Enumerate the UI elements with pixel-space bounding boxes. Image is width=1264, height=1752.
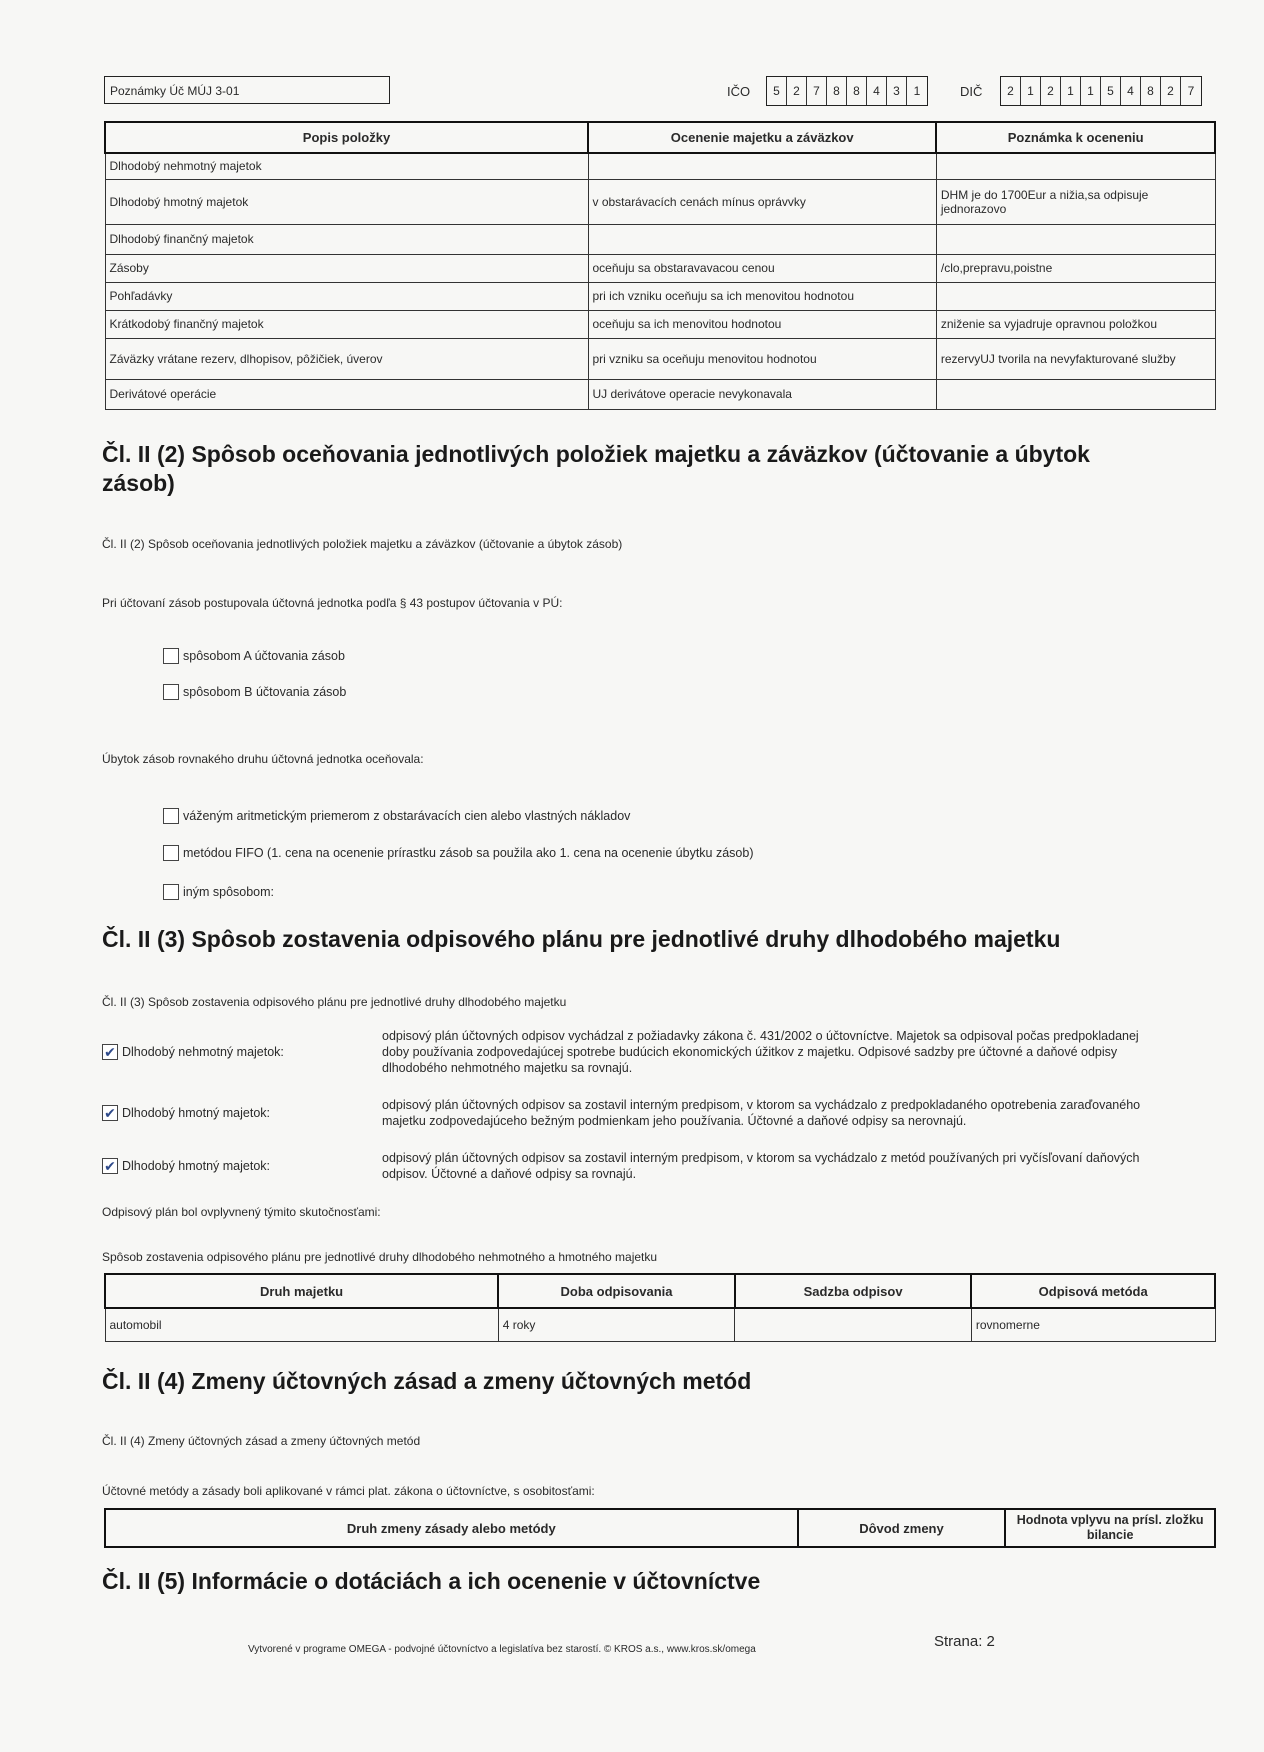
checkbox-empty[interactable] <box>163 808 179 824</box>
digit-cell: 8 <box>1141 77 1161 105</box>
depreciation-item <box>102 1150 1162 1182</box>
section2-heading-line1: Čl. II (2) Spôsob oceňovania jednotlivých položiek majetku a záväzkov (účtovanie a úbytok <box>102 441 1090 467</box>
depreciation-item-label-wrap <box>102 1150 382 1182</box>
form-title: Poznámky Úč MÚJ 3-01 <box>104 76 390 104</box>
option-label: spôsobom B účtovania zásob <box>183 685 347 699</box>
table-cell: DHM je do 1700Eur a nižia,sa odpisuje jednorazovo <box>936 179 1215 224</box>
checkbox-checked[interactable]: ✔ <box>102 1044 118 1060</box>
col-header: Popis položky <box>105 122 588 153</box>
col-header: Dôvod zmeny <box>798 1509 1006 1547</box>
depreciation-item-label-wrap <box>102 1028 382 1076</box>
depreciation-item <box>102 1028 1162 1076</box>
table-cell: Derivátové operácie <box>105 379 588 409</box>
depreciation-item-label: Dlhodobý hmotný majetok: <box>122 1106 270 1120</box>
table-cell <box>735 1308 972 1341</box>
ico-cells <box>766 76 928 106</box>
digit-cell: 1 <box>1061 77 1081 105</box>
valuation-table <box>104 121 1216 410</box>
table-cell: /clo,prepravu,poistne <box>936 254 1215 282</box>
digit-cell: 2 <box>1041 77 1061 105</box>
ubytok-label: Úbytok zásob rovnakého druhu účtovná jednotka oceňovala: <box>102 752 424 766</box>
option-method-b[interactable] <box>163 684 346 700</box>
table-cell: UJ derivátove operacie nevykonavala <box>588 379 936 409</box>
table-cell: 4 roky <box>498 1308 735 1341</box>
table-cell <box>936 282 1215 310</box>
checkbox-checked[interactable]: ✔ <box>102 1105 118 1121</box>
section4-subtitle: Čl. II (4) Zmeny účtovných zásad a zmeny účtovných metód <box>102 1434 421 1448</box>
depreciation-item-text: odpisový plán účtovných odpisov sa zostavil interným predpisom, v ktorom sa vychádzalo z predpokladaného opotrebenia zaraďovaného majetku zodpovedajúceho bežným podmienkam jeho používania. Účtovné a daňové odpisy sa nerovnajú. <box>382 1098 1141 1128</box>
table-cell: Zásoby <box>105 254 588 282</box>
table-cell <box>588 224 936 254</box>
table-cell: pri vzniku sa oceňuju menovitou hodnotou <box>588 338 936 379</box>
section2-subtitle: Čl. II (2) Spôsob oceňovania jednotlivých položiek majetku a záväzkov (účtovanie a úbytok zásob) <box>102 537 623 551</box>
digit-cell: 3 <box>887 77 907 105</box>
table-row <box>105 379 1215 409</box>
table-cell: rezervyUJ tvorila na nevyfakturované služby <box>936 338 1215 379</box>
depreciation-item-label: Dlhodobý hmotný majetok: <box>122 1159 270 1173</box>
digit-cell: 1 <box>913 84 921 98</box>
digit-cell: 2 <box>1001 77 1021 105</box>
digit-cell: 2 <box>1161 77 1181 105</box>
checkbox-empty[interactable] <box>163 684 179 700</box>
table-cell: Pohľadávky <box>105 282 588 310</box>
table-cell: zniženie sa vyjadruje opravnou položkou <box>936 310 1215 338</box>
table-row <box>105 310 1215 338</box>
section2-heading <box>102 440 1202 498</box>
depreciation-table <box>104 1273 1216 1342</box>
col-header: Poznámka k oceneniu <box>936 122 1215 153</box>
table-cell <box>936 379 1215 409</box>
option-weighted-average[interactable] <box>163 808 630 824</box>
footer-credits: Vytvorené v programe OMEGA - podvojné účtovníctvo a legislatíva bez starostí. © KROS a.s., www.kros.sk/omega <box>248 1644 756 1655</box>
table-cell: Krátkodobý finančný majetok <box>105 310 588 338</box>
section4-heading: Čl. II (4) Zmeny účtovných zásad a zmeny účtovných metód <box>102 1368 752 1394</box>
section3-heading: Čl. II (3) Spôsob zostavenia odpisového plánu pre jednotlivé druhy dlhodobého majetku <box>102 926 1061 952</box>
col-header: Odpisová metóda <box>971 1274 1215 1308</box>
section4-intro: Účtovné metódy a zásady boli aplikované v rámci plat. zákona o účtovníctve, s osobitosťami: <box>102 1484 595 1498</box>
digit-cell: 5 <box>767 77 787 105</box>
table-row <box>105 282 1215 310</box>
table-row <box>105 179 1215 224</box>
plan-label: Spôsob zostavenia odpisového plánu pre jednotlivé druhy dlhodobého nehmotného a hmotného majetku <box>102 1250 658 1264</box>
table-cell <box>936 224 1215 254</box>
table-cell: Dlhodobý finančný majetok <box>105 224 588 254</box>
table-row <box>105 224 1215 254</box>
checkbox-empty[interactable] <box>163 845 179 861</box>
digit-cell: 4 <box>867 77 887 105</box>
digit-cell: 8 <box>847 77 867 105</box>
section2-heading-line2: zásob) <box>102 470 175 496</box>
depreciation-item-text: odpisový plán účtovných odpisov sa zostavil interným predpisom, v ktorom sa vychádzalo z metód používaných pri vyčísľovaní daňových odpisov. Účtovné a daňové odpisy sa rovnajú. <box>382 1151 1140 1181</box>
table-row <box>105 1308 1215 1341</box>
option-method-a[interactable] <box>163 648 345 664</box>
table-cell <box>588 153 936 179</box>
depreciation-item-text: odpisový plán účtovných odpisov vychádzal z požiadavky zákona č. 431/2002 o účtovníctve. Majetok sa odpisoval počas predpokladanej doby používania zodpovedajúcej spotrebe budúcich ekonomických úžitkov z majetku. Odpisové sadzby pre účtovné a daňové odpisy dlhodobého nehmotného majetku sa rovnajú. <box>382 1029 1139 1075</box>
table-cell: Dlhodobý hmotný majetok <box>105 179 588 224</box>
table-cell: pri ich vzniku oceňuju sa ich menovitou hodnotou <box>588 282 936 310</box>
option-fifo[interactable] <box>163 845 753 861</box>
depreciation-item-label: Dlhodobý nehmotný majetok: <box>122 1045 284 1059</box>
option-other[interactable] <box>163 884 274 900</box>
table-cell: oceňuju sa obstaravavacou cenou <box>588 254 936 282</box>
table-cell: Dlhodobý nehmotný majetok <box>105 153 588 179</box>
dic-label: DIČ <box>960 84 983 99</box>
digit-cell: 1 <box>1021 77 1041 105</box>
col-header: Druh zmeny zásady alebo metódy <box>105 1509 798 1547</box>
table-row <box>105 153 1215 179</box>
col-header: Sadzba odpisov <box>735 1274 972 1308</box>
table-cell: oceňuju sa ich menovitou hodnotou <box>588 310 936 338</box>
digit-cell: 7 <box>1187 84 1195 98</box>
table-row <box>105 338 1215 379</box>
table-cell: v obstarávacích cenách mínus oprávvky <box>588 179 936 224</box>
table-row <box>105 254 1215 282</box>
digit-cell: 7 <box>807 77 827 105</box>
table-cell: automobil <box>105 1308 498 1341</box>
digit-cell: 1 <box>1081 77 1101 105</box>
dic-cells <box>1000 76 1202 106</box>
digit-cell: 5 <box>1101 77 1121 105</box>
checkbox-checked[interactable]: ✔ <box>102 1158 118 1174</box>
section5-heading: Čl. II (5) Informácie o dotáciách a ich ocenenie v účtovníctve <box>102 1568 761 1594</box>
checkbox-empty[interactable] <box>163 648 179 664</box>
col-header: Druh majetku <box>105 1274 498 1308</box>
section3-subtitle: Čl. II (3) Spôsob zostavenia odpisového plánu pre jednotlivé druhy dlhodobého majetku <box>102 995 567 1009</box>
option-label: váženým aritmetickým priemerom z obstarávacích cien alebo vlastných nákladov <box>183 809 631 823</box>
depreciation-item <box>102 1097 1162 1129</box>
influenced-label: Odpisový plán bol ovplyvnený týmito skutočnosťami: <box>102 1205 381 1219</box>
option-label: iným spôsobom: <box>183 885 275 899</box>
depreciation-item-label-wrap <box>102 1097 382 1129</box>
digit-cell: 4 <box>1121 77 1141 105</box>
col-header: Doba odpisovania <box>498 1274 735 1308</box>
table-cell: rovnomerne <box>971 1308 1215 1341</box>
col-header: Hodnota vplyvu na prísl. zložku bilancie <box>1005 1509 1215 1547</box>
ico-label: IČO <box>727 84 751 99</box>
col-header: Ocenenie majetku a záväzkov <box>588 122 936 153</box>
checkbox-empty[interactable] <box>163 884 179 900</box>
table-cell: Záväzky vrátane rezerv, dlhopisov, pôžičiek, úverov <box>105 338 588 379</box>
page-number: Strana: 2 <box>934 1633 995 1650</box>
section2-intro: Pri účtovaní zásob postupovala účtovná jednotka podľa § 43 postupov účtovania v PÚ: <box>102 596 563 610</box>
changes-table <box>104 1508 1216 1548</box>
digit-cell: 2 <box>787 77 807 105</box>
table-cell <box>936 153 1215 179</box>
option-label: spôsobom A účtovania zásob <box>183 649 345 663</box>
option-label: metódou FIFO (1. cena na ocenenie prírastku zásob sa použila ako 1. cena na ocenenie úbytku zásob) <box>183 846 754 860</box>
digit-cell: 8 <box>827 77 847 105</box>
